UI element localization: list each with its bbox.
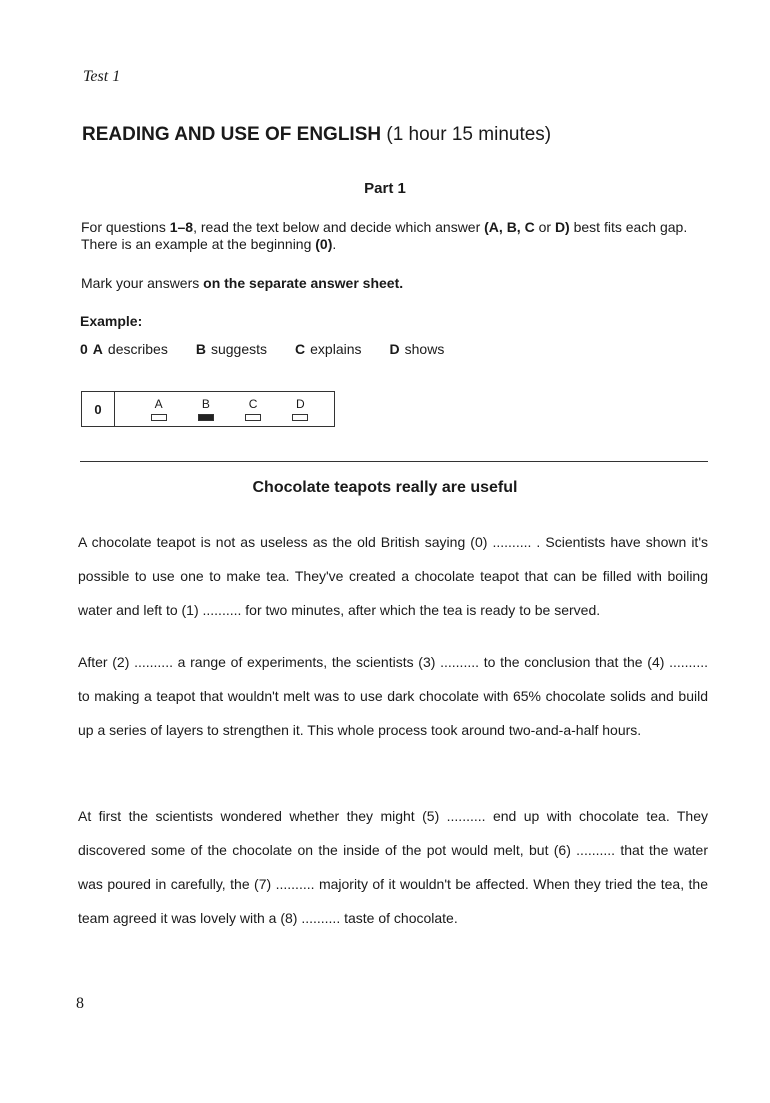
part-title: Part 1: [364, 180, 406, 197]
example-number: 0: [80, 341, 88, 357]
text-paragraph-3: At first the scientists wondered whether they might (5) .......... end up with chocolate tea. They discovered some of the chocolate on the inside of the pot would melt, but (6) .......... that the water was poured in carefully, the (7) .......... majority of it wouldn't be affected. When they tried the tea, the team agreed it was lovely with a (8) .......... taste of chocolate.: [78, 808, 708, 926]
example-label: Example:: [80, 313, 143, 329]
example-option-a: A describes: [92, 341, 168, 357]
instructions-answer-sheet: Mark your answers on the separate answer sheet.: [81, 275, 404, 291]
answer-grid-number: 0: [82, 392, 115, 426]
page-number: 8: [76, 995, 84, 1012]
running-head: Test 1: [83, 68, 121, 85]
lozenge-c: C: [245, 392, 261, 426]
lozenge-b: B: [198, 392, 214, 426]
section-duration: (1 hour 15 minutes): [386, 124, 552, 145]
example-option-c: C explains: [295, 341, 362, 357]
lozenge-d: D: [292, 392, 308, 426]
text-paragraph-2: After (2) .......... a range of experiments, the scientists (3) .......... to the conclusion that the (4) .......... to making a teapot that wouldn't melt was to use dark chocolate with 65% chocolate solids and build up a series of layers to strengthen it. This whole process took around two-and-a-half hours.: [78, 654, 708, 738]
divider-rule: [80, 461, 708, 462]
example-option-b: B suggests: [195, 341, 268, 357]
example-option-d: D shows: [389, 341, 445, 357]
example-options: [80, 341, 500, 357]
instructions-questions: For questions 1–8, read the text below and decide which answer (A, B, C or D) best fits each gap. There is an example at the beginning (0).: [81, 219, 688, 252]
section-title: [82, 124, 551, 146]
example-answer-grid: [81, 391, 335, 427]
text-title: Chocolate teapots really are useful: [252, 479, 518, 496]
text-paragraph-1: A chocolate teapot is not as useless as the old British saying (0) .......... . Scientists have shown it's possible to use one to make tea. They've created a chocolate teapot that can be filled with boiling water and left to (1) .......... for two minutes, after which the tea is ready to be served.: [78, 534, 708, 618]
lozenge-a: A: [151, 392, 167, 426]
section-title-main: READING AND USE OF ENGLISH: [82, 124, 382, 145]
